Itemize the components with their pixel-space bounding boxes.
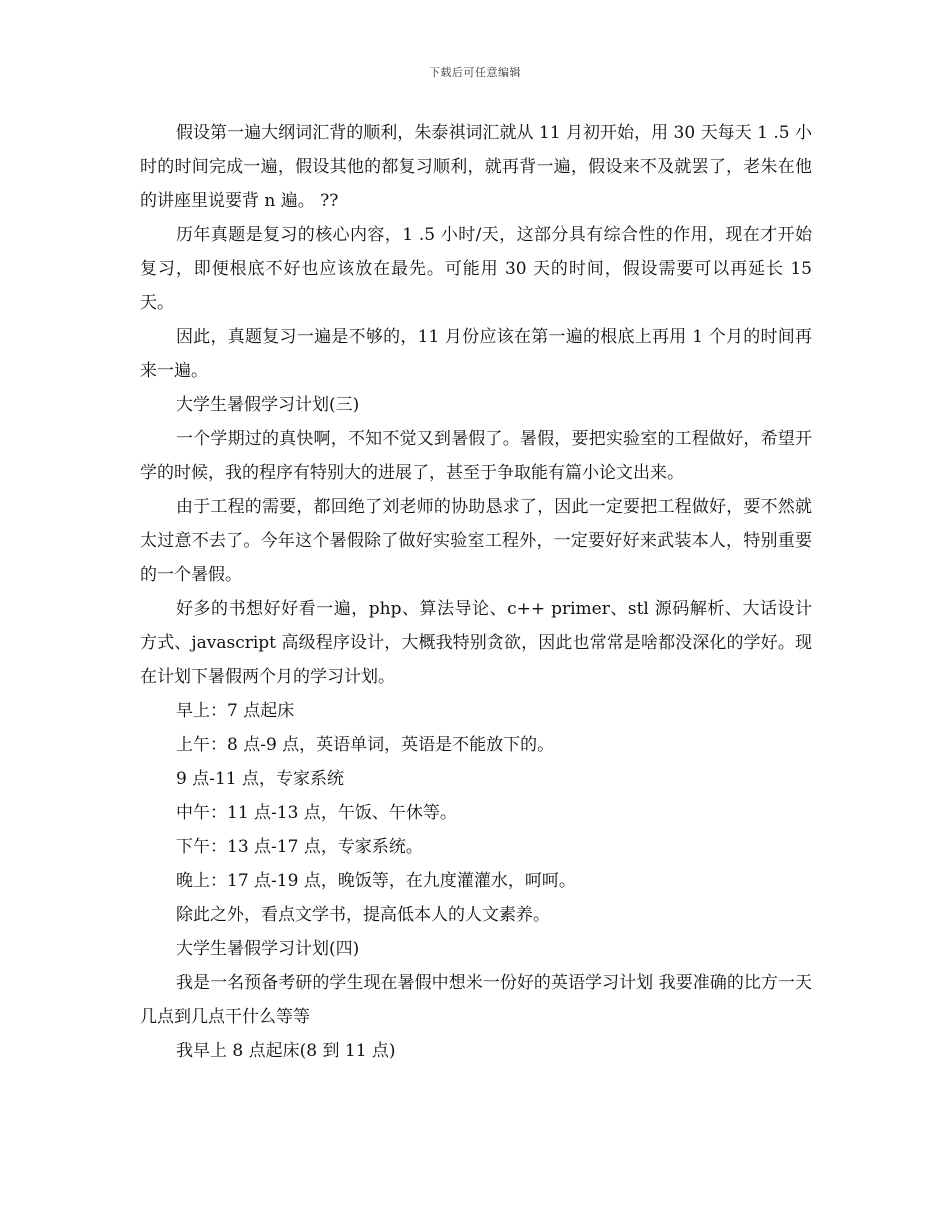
schedule-line-morning: 早上：7 点起床 (176, 701, 295, 721)
paragraph-7: 除此之外，看点文学书，提高低本人的人文素养。 (176, 905, 550, 925)
schedule-line-forenoon: 上午：8 点-9 点，英语单词，英语是不能放下的。 (176, 735, 555, 755)
paragraph-1: 假设第一遍大纲词汇背的顺利，朱泰祺词汇就从 11 月初开始，用 30 天每天 1 .5 小时的时间完成一遍，假设其他的都复习顺利，就再背一遍，假设来不及就罢了，老朱在他的讲座里说要背 n 遍。 ?? (140, 123, 812, 211)
paragraph-8: 我是一名预备考研的学生现在暑假中想米一份好的英语学习计划 我要准确的比方一天几点到几点干什么等等 (140, 973, 812, 1027)
paragraph-6: 好多的书想好好看一遍，php、算法导论、c++ primer、stl 源码解析、大话设计方式、javascript 高级程序设计，大概我特别贪欲，因此也常常是啥都没深化的学好。现在计划下暑假两个月的学习计划。 (140, 599, 812, 687)
schedule-line-noon: 中午：11 点-13 点，午饭、午休等。 (176, 803, 457, 823)
section-heading-3: 大学生暑假学习计划(三) (176, 395, 360, 415)
section-heading-4: 大学生暑假学习计划(四) (176, 939, 360, 959)
paragraph-9: 我早上 8 点起床(8 到 11 点) (176, 1041, 396, 1061)
paragraph-4: 一个学期过的真快啊，不知不觉又到暑假了。暑假，要把实验室的工程做好，希望开学的时候，我的程序有特别大的进展了，甚至于争取能有篇小论文出来。 (140, 429, 812, 483)
document-body (140, 116, 812, 1068)
paragraph-5: 由于工程的需要，都回绝了刘老师的协助恳求了，因此一定要把工程做好，要不然就太过意不去了。今年这个暑假除了做好实验室工程外，一定要好好来武装本人，特别重要的一个暑假。 (140, 497, 812, 585)
paragraph-2: 历年真题是复习的核心内容，1 .5 小时/天，这部分具有综合性的作用，现在才开始复习，即便根底不好也应该放在最先。可能用 30 天的时间，假设需要可以再延长 15 天。 (140, 225, 812, 313)
header-note: 下载后可任意编辑 (429, 66, 521, 79)
schedule-line-9-11: 9 点-11 点，专家系统 (176, 769, 344, 789)
schedule-line-afternoon: 下午：13 点-17 点，专家系统。 (176, 837, 423, 857)
schedule-line-evening: 晚上：17 点-19 点，晚饭等，在九度灌灌水，呵呵。 (176, 871, 576, 891)
paragraph-3: 因此，真题复习一遍是不够的，11 月份应该在第一遍的根底上再用 1 个月的时间再来一遍。 (140, 327, 812, 381)
